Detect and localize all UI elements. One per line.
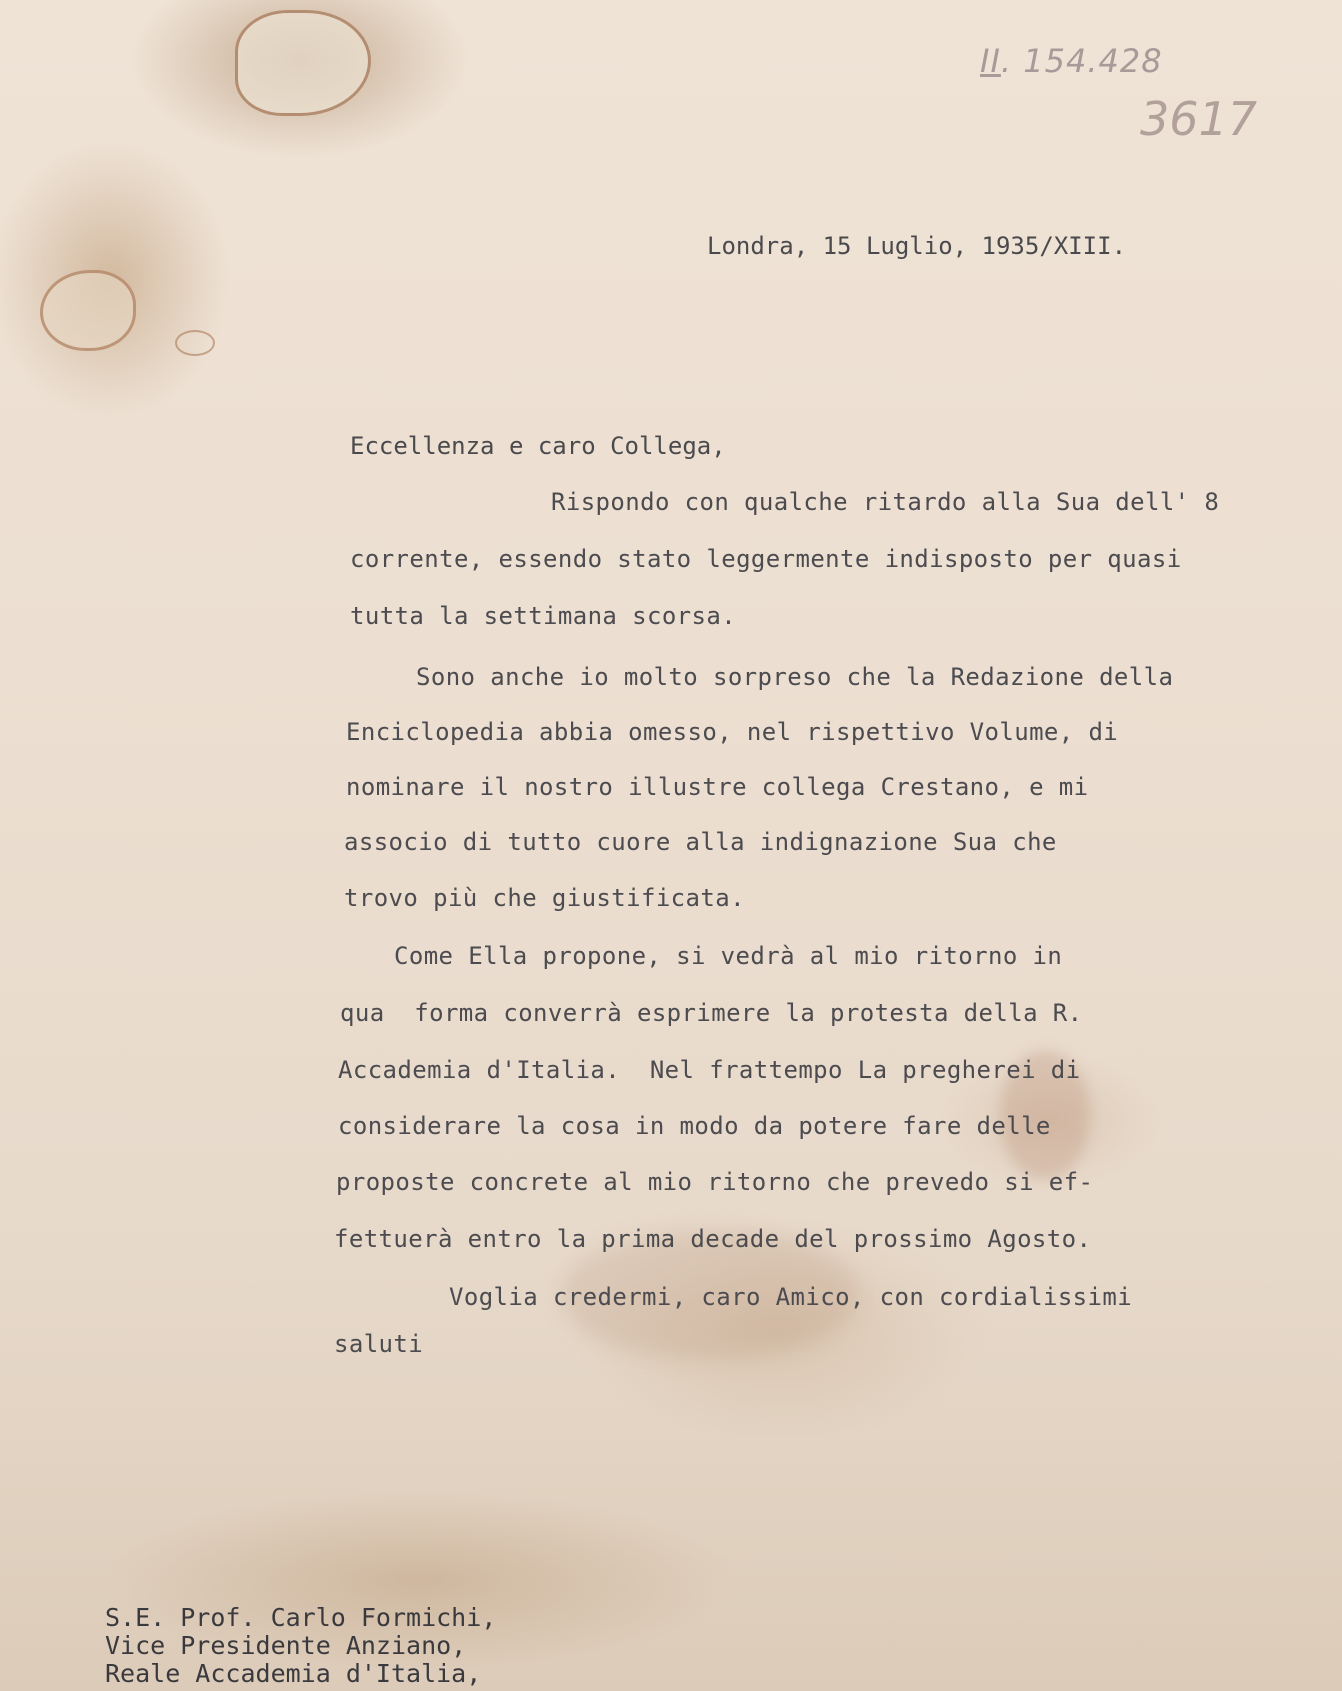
archive-code: 3617: [1140, 92, 1258, 146]
addressee-block: [105, 1604, 496, 1688]
addressee-line: Vice Presidente Anziano,: [105, 1631, 467, 1660]
rust-stain-top: [235, 10, 371, 116]
addressee-line: S.E. Prof. Carlo Formichi,: [105, 1603, 497, 1632]
body-line: corrente, essendo stato leggermente indisposto per quasi: [350, 545, 1182, 573]
body-line: trovo più che giustificata.: [344, 884, 745, 912]
body-line: Rispondo con qualche ritardo alla Sua dell' 8: [551, 488, 1220, 516]
body-line: qua forma converrà esprimere la protesta della R.: [340, 999, 1083, 1027]
archive-number-rest: . 154.428: [1000, 42, 1163, 80]
body-line: considerare la cosa in modo da potere fare delle: [338, 1112, 1051, 1140]
body-line: proposte concrete al mio ritorno che prevedo si ef-: [336, 1168, 1094, 1196]
letter-salutation: Eccellenza e caro Collega,: [350, 432, 726, 460]
body-line: Enciclopedia abbia omesso, nel rispettivo Volume, di: [346, 718, 1119, 746]
body-line: Voglia credermi, caro Amico, con cordialissimi: [449, 1283, 1133, 1311]
body-line: Come Ella propone, si vedrà al mio ritorno in: [394, 942, 1063, 970]
body-line: fettuerà entro la prima decade del prossimo Agosto.: [334, 1225, 1092, 1253]
body-line: Sono anche io molto sorpreso che la Redazione della: [416, 663, 1174, 691]
rust-stain-left: [40, 270, 136, 351]
letter-date: Londra, 15 Luglio, 1935/XIII.: [707, 232, 1127, 260]
body-line: nominare il nostro illustre collega Crestano, e mi: [346, 773, 1089, 801]
archive-number-roman: II: [980, 42, 1001, 80]
addressee-line: Reale Accademia d'Italia,: [105, 1659, 482, 1688]
body-line: saluti: [334, 1330, 424, 1358]
body-line: tutta la settimana scorsa.: [350, 602, 737, 630]
body-line: associo di tutto cuore alla indignazione Sua che: [344, 828, 1057, 856]
body-line: Accademia d'Italia. Nel frattempo La pregherei di: [338, 1056, 1081, 1084]
rust-stain-small: [175, 330, 215, 356]
archive-number: [980, 42, 1163, 80]
